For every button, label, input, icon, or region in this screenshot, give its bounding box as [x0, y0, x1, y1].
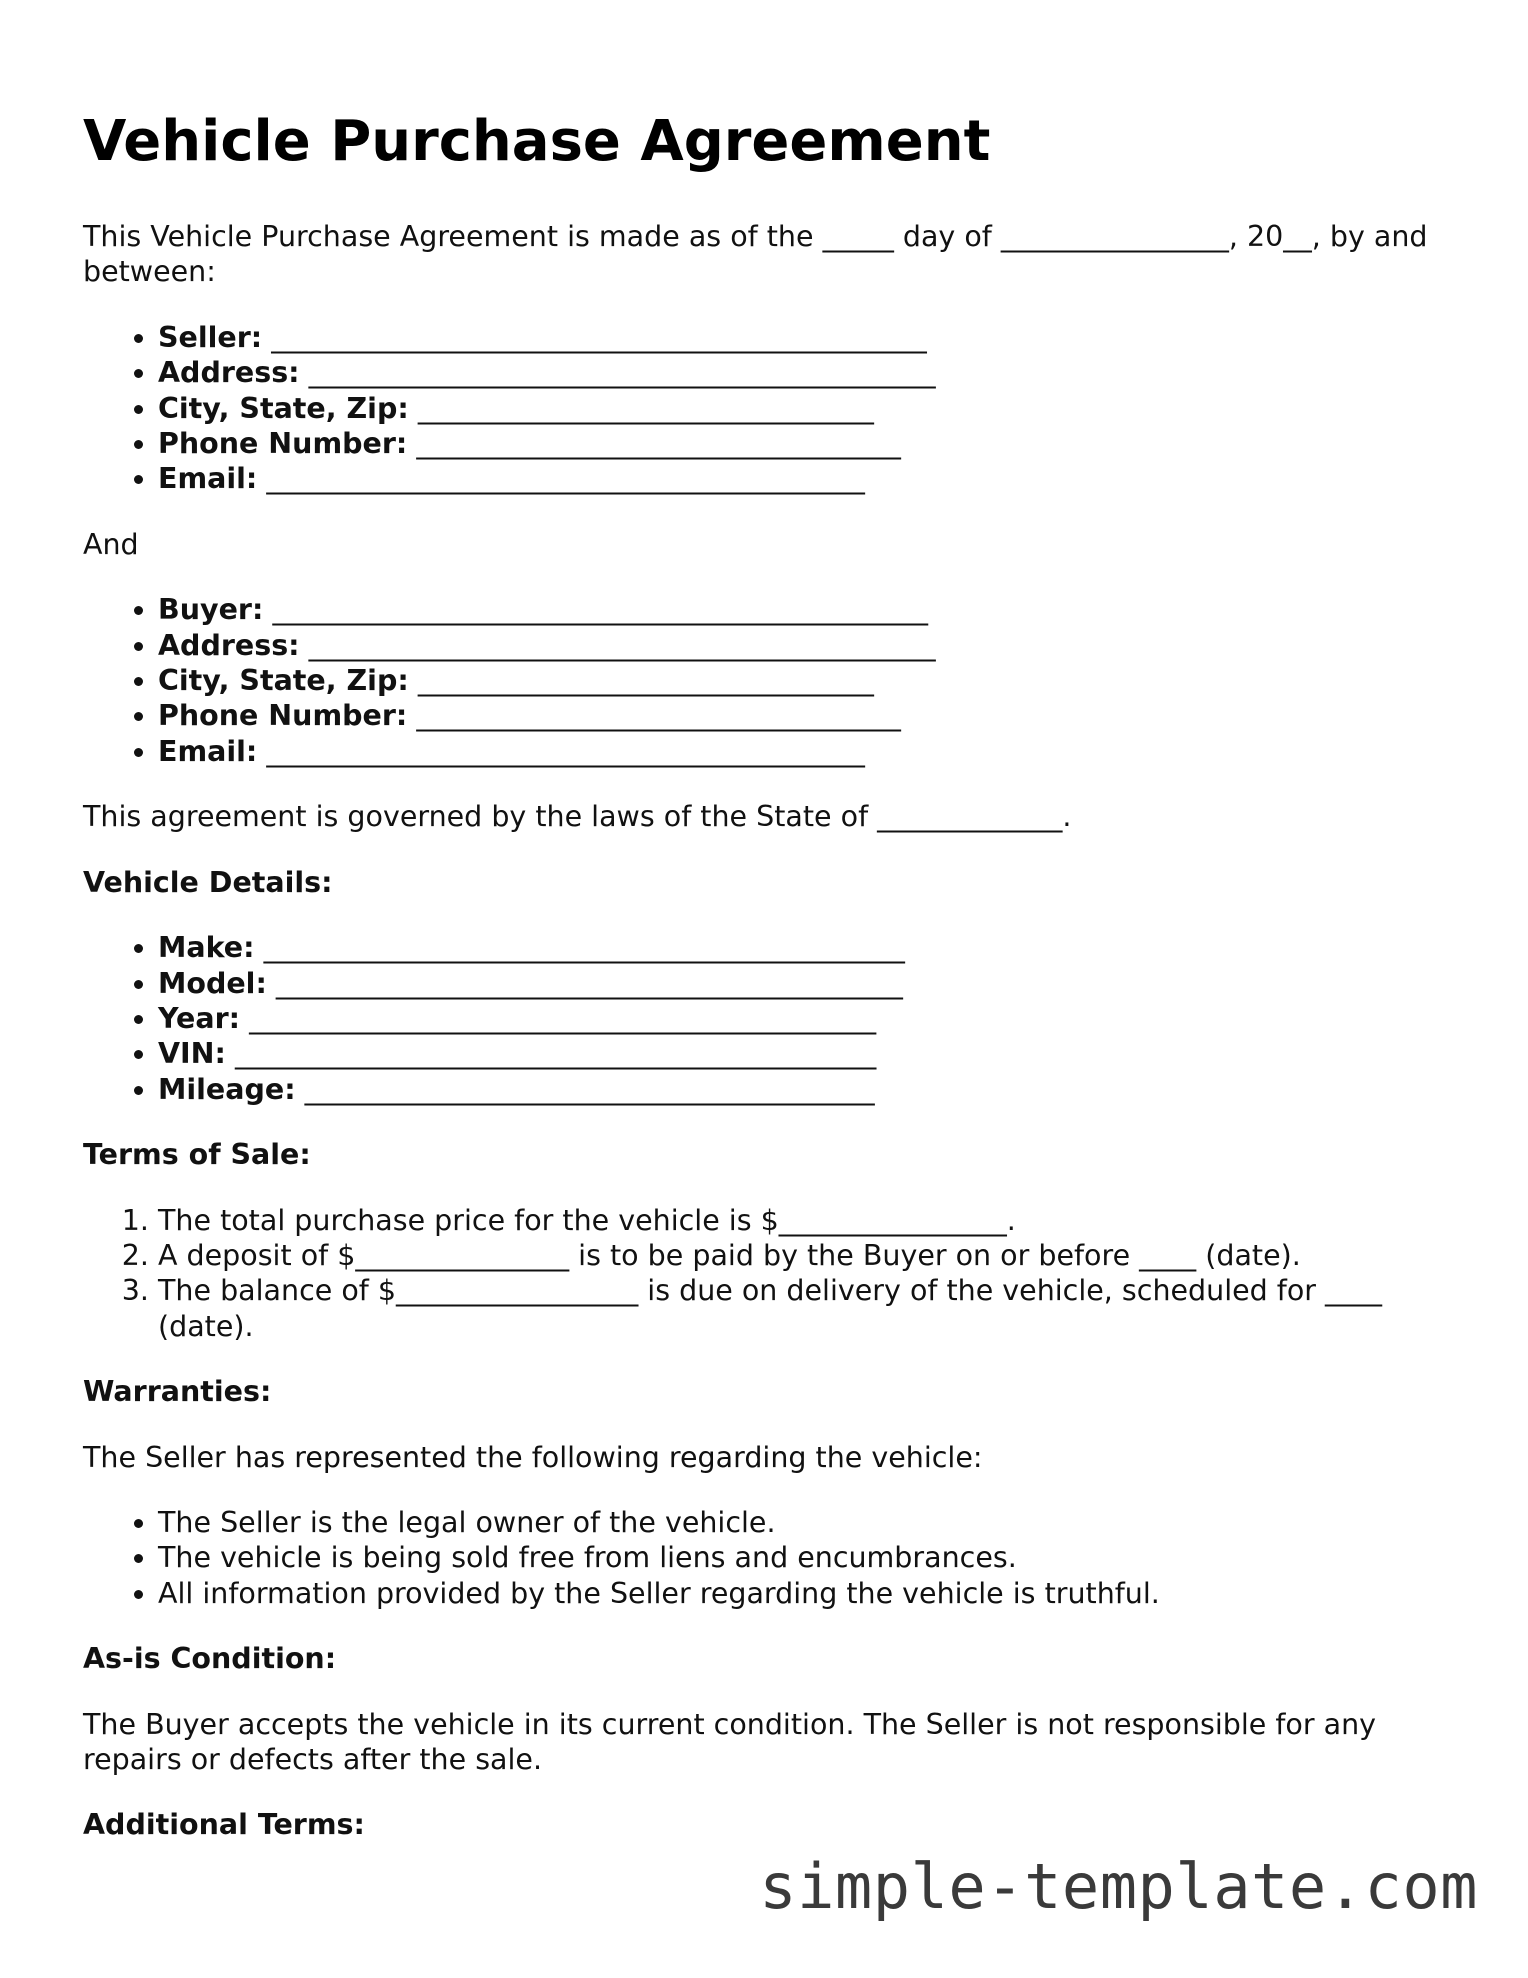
list-item: 3. The balance of $_________________ is due on delivery of the vehicle, scheduled for ____ (date).: [158, 1273, 1443, 1344]
vin-blank[interactable]: _____________________________________________: [234, 1037, 877, 1071]
list-item: [158, 391, 1443, 426]
buyer-email-blank[interactable]: __________________________________________: [266, 734, 865, 768]
seller-city-blank[interactable]: ________________________________: [417, 391, 874, 425]
watermark: simple-template.com: [759, 1850, 1478, 1923]
list-item: [158, 461, 1443, 496]
list-item: [158, 966, 1443, 1001]
field-label: VIN:: [158, 1037, 226, 1071]
list-item: [158, 320, 1443, 355]
year-blank[interactable]: ____________________________________________: [249, 1001, 877, 1035]
list-item: 1. The total purchase price for the vehicle is $________________.: [158, 1203, 1443, 1238]
field-label: Model:: [158, 966, 267, 1000]
field-label: Make:: [158, 931, 255, 965]
buyer-phone-blank[interactable]: __________________________________: [416, 699, 901, 733]
warranties-list: [83, 1505, 1443, 1611]
field-label: Phone Number:: [158, 699, 408, 733]
list-item: • All information provided by the Seller regarding the vehicle is truthful.: [158, 1576, 1443, 1611]
list-item: [158, 355, 1443, 390]
field-label: Buyer:: [158, 593, 264, 627]
model-blank[interactable]: ____________________________________________: [275, 966, 903, 1000]
field-label: Phone Number:: [158, 427, 408, 461]
buyer-city-blank[interactable]: ________________________________: [417, 664, 874, 698]
field-label: Email:: [158, 462, 258, 496]
as-is-heading: As-is Condition:: [83, 1642, 337, 1676]
warranties-intro: The Seller has represented the following regarding the vehicle:: [83, 1440, 983, 1474]
seller-info-list: [83, 320, 1443, 497]
page-title: Vehicle Purchase Agreement: [83, 109, 991, 174]
intro-paragraph: This Vehicle Purchase Agreement is made as of the _____ day of ________________, 20__, by and between:: [83, 220, 1428, 289]
list-item: [158, 628, 1443, 663]
and-text: And: [83, 527, 139, 561]
field-label: Email:: [158, 734, 258, 768]
field-label: City, State, Zip:: [158, 664, 409, 698]
list-item: 2. A deposit of $_______________ is to be paid by the Buyer on or before ____ (date).: [158, 1238, 1443, 1273]
field-label: City, State, Zip:: [158, 391, 409, 425]
warranties-heading: Warranties:: [83, 1375, 272, 1409]
list-item: [158, 663, 1443, 698]
make-blank[interactable]: _____________________________________________: [263, 931, 905, 965]
seller-phone-blank[interactable]: __________________________________: [416, 427, 901, 461]
field-label: Address:: [158, 356, 300, 390]
list-item: [158, 698, 1443, 733]
document-page: [83, 108, 1443, 1873]
governing-law-paragraph: This agreement is governed by the laws of the State of _____________.: [83, 800, 1072, 834]
field-label: Mileage:: [158, 1072, 296, 1106]
list-item: [158, 1001, 1443, 1036]
seller-address-blank[interactable]: ____________________________________________: [308, 356, 936, 390]
list-item: [158, 1072, 1443, 1107]
list-item: [158, 592, 1443, 627]
buyer-address-blank[interactable]: ____________________________________________: [308, 628, 936, 662]
terms-of-sale-heading: Terms of Sale:: [83, 1138, 311, 1172]
mileage-blank[interactable]: ________________________________________: [304, 1072, 875, 1106]
list-item: [158, 426, 1443, 461]
seller-email-blank[interactable]: __________________________________________: [266, 462, 865, 496]
field-label: Year:: [158, 1001, 241, 1035]
buyer-name-blank[interactable]: ______________________________________________: [272, 593, 928, 627]
additional-terms-heading: Additional Terms:: [83, 1808, 365, 1842]
list-item: [158, 1036, 1443, 1071]
list-item: • The Seller is the legal owner of the vehicle.: [158, 1505, 1443, 1540]
list-item: [158, 930, 1443, 965]
list-item: • The vehicle is being sold free from liens and encumbrances.: [158, 1540, 1443, 1575]
field-label: Address:: [158, 628, 300, 662]
buyer-info-list: [83, 592, 1443, 769]
terms-of-sale-list: [83, 1203, 1443, 1345]
field-label: Seller:: [158, 320, 263, 354]
vehicle-details-heading: Vehicle Details:: [83, 865, 333, 899]
seller-name-blank[interactable]: ______________________________________________: [271, 320, 927, 354]
vehicle-details-list: [83, 930, 1443, 1107]
list-item: [158, 734, 1443, 769]
as-is-paragraph: The Buyer accepts the vehicle in its current condition. The Seller is not responsible for any repairs or defects after the sale.: [83, 1707, 1377, 1776]
